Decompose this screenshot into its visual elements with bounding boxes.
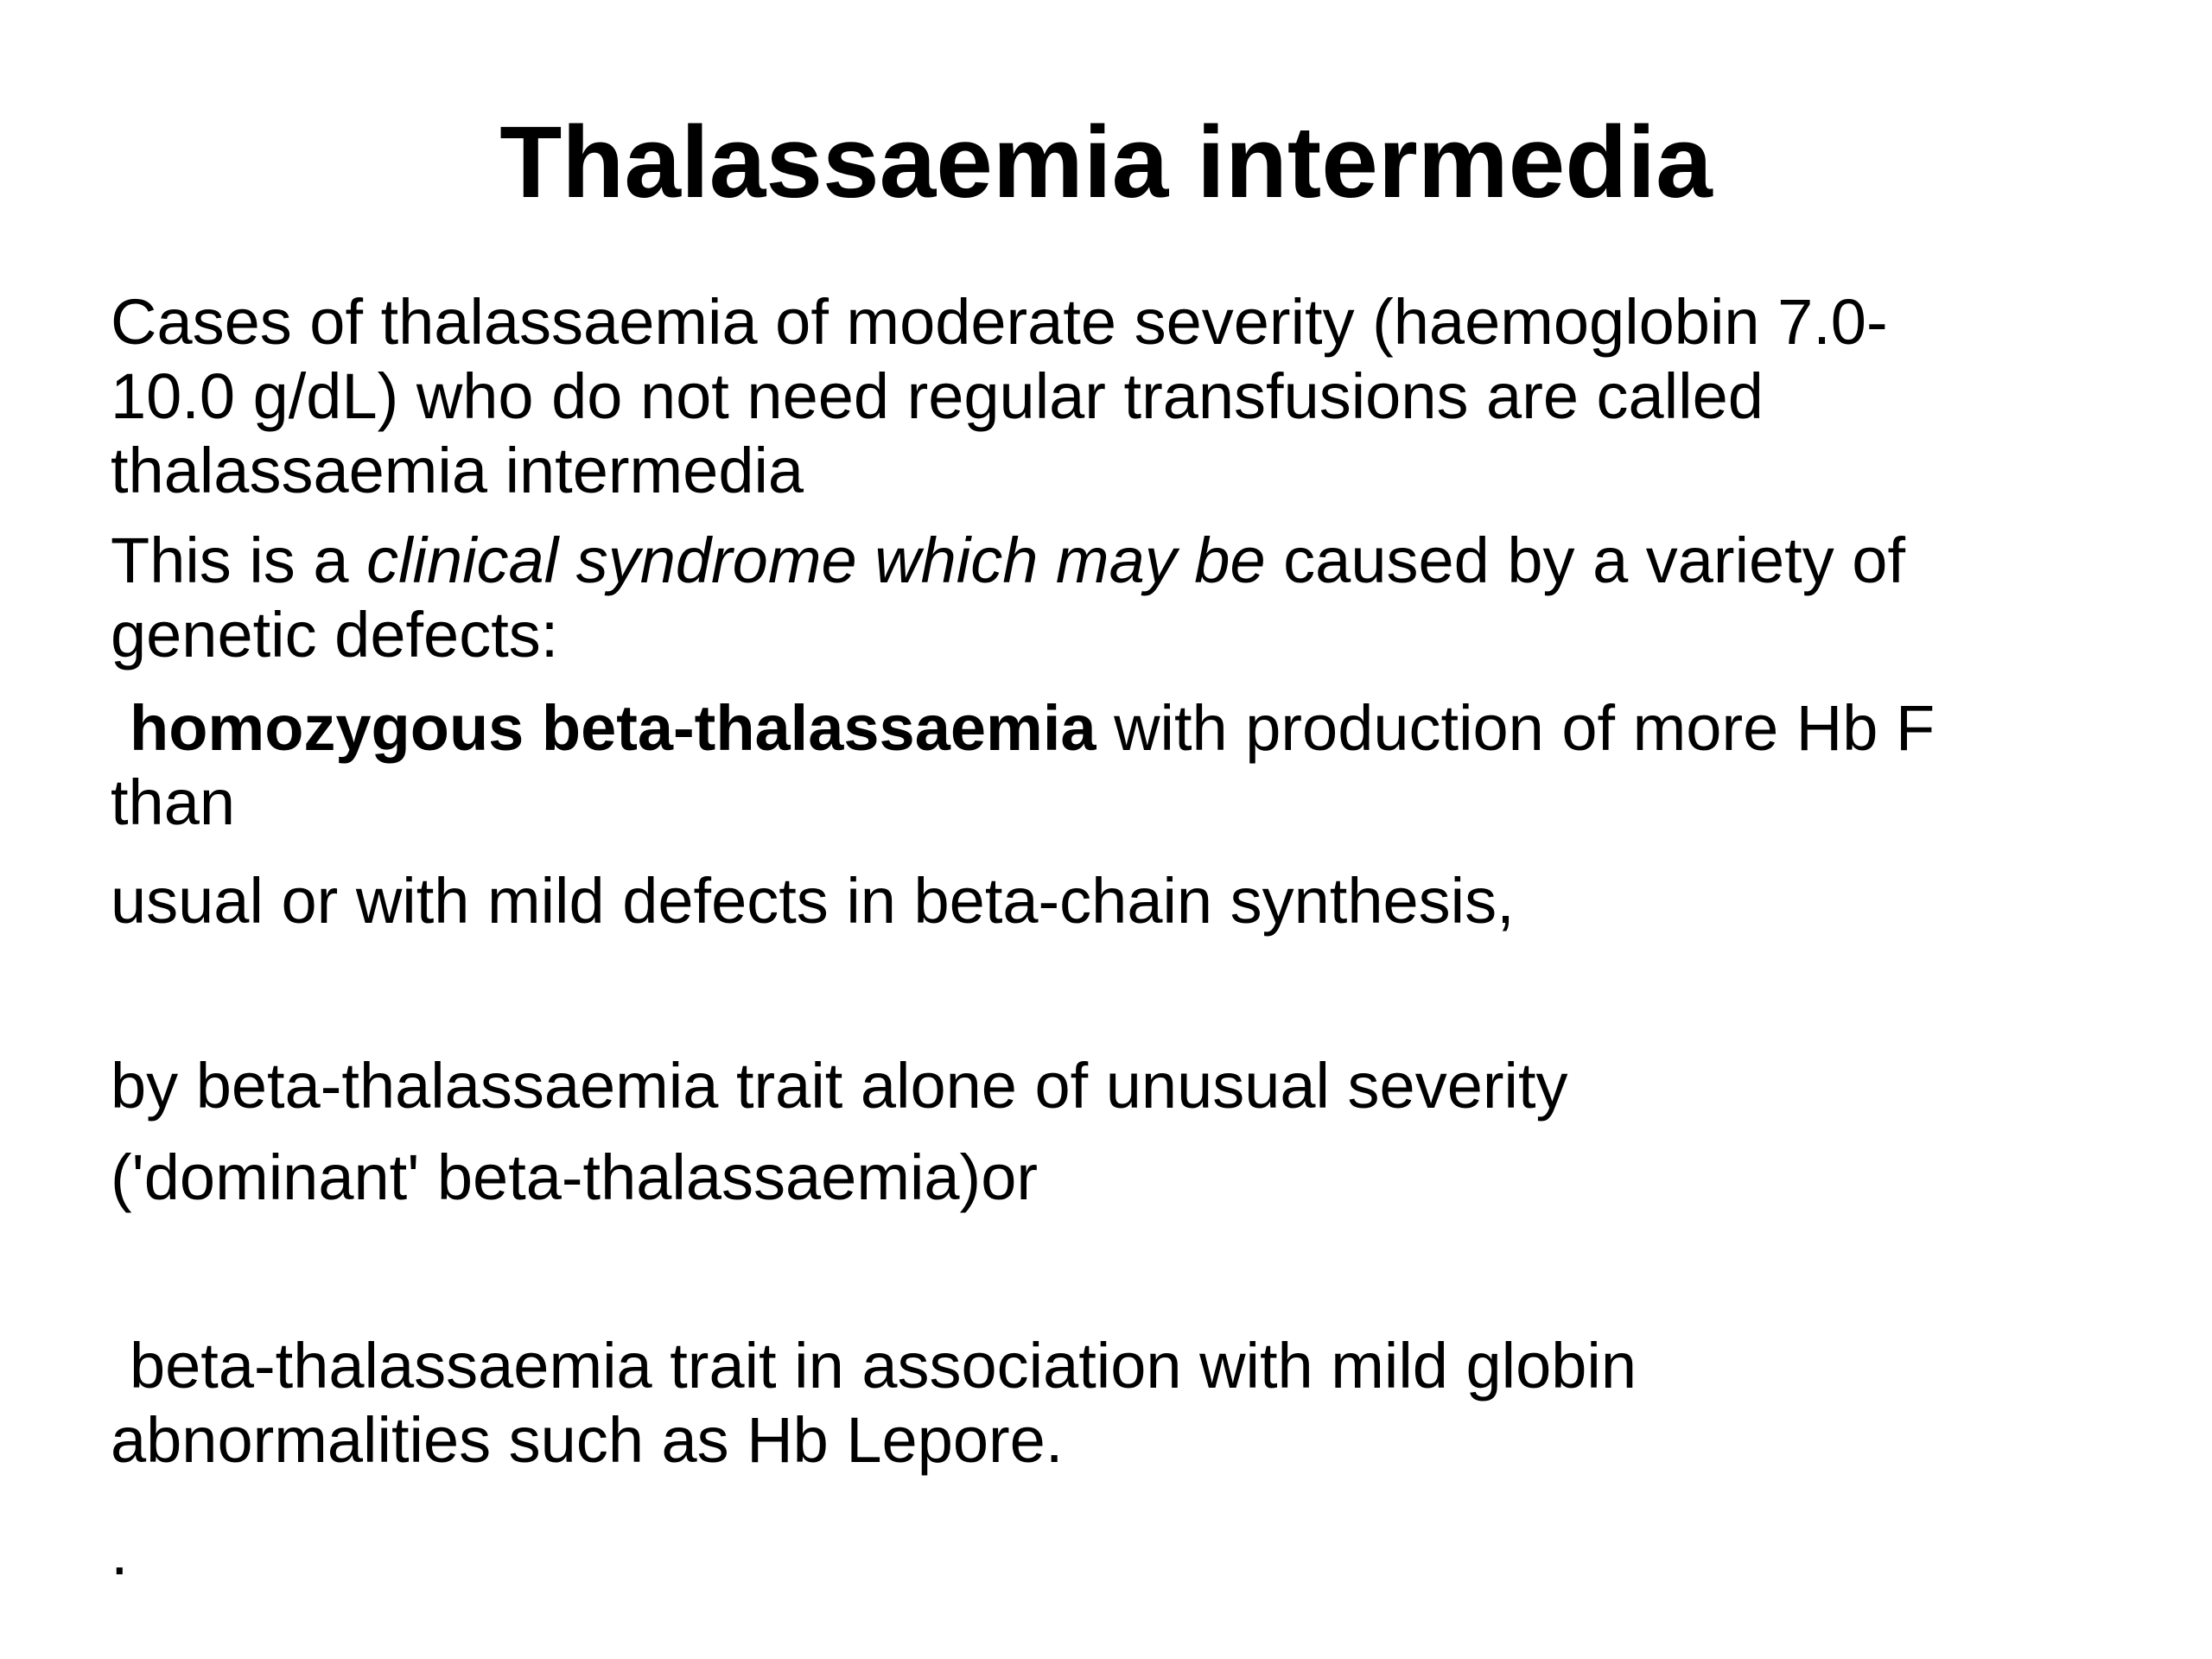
slide-title: Thalassaemia intermedia <box>499 105 1713 219</box>
paragraph-trait-association <box>111 1329 2124 1478</box>
trailing-period: . <box>111 1516 129 1588</box>
paragraph-homozygous-line-1 <box>111 691 2124 766</box>
paragraph-trait-alone: by beta-thalassaemia trait alone of unusual severity <box>111 1050 1568 1122</box>
paragraph-trait-association-line-1: beta-thalassaemia trait in association with mild globin <box>130 1330 1637 1402</box>
paragraph-homozygous-line-2: than <box>111 766 236 838</box>
clinical-syndrome-italic-text: clinical syndrome which may be <box>366 524 1266 596</box>
homozygous-post-text: with production of more Hb F <box>1096 692 1936 764</box>
paragraph-usual-or-mild: usual or with mild defects in beta-chain synthesis, <box>111 865 1515 937</box>
paragraph-trait-association-line-2: abnormalities such as Hb Lepore. <box>111 1404 1064 1476</box>
paragraph-definition-line-3: thalassaemia intermedia <box>111 435 804 506</box>
paragraph-definition-line-1: Cases of thalassaemia of moderate severity (haemoglobin 7.0- <box>111 286 1888 358</box>
paragraph-clinical-syndrome-line-1 <box>111 524 2124 598</box>
paragraph-dominant: ('dominant' beta-thalassaemia)or <box>111 1141 1038 1213</box>
paragraph-homozygous <box>111 691 2124 840</box>
homozygous-bold-text: homozygous beta-thalassaemia <box>130 692 1096 764</box>
paragraph-definition <box>111 285 2124 508</box>
clinical-syndrome-pre-text: This is a <box>111 524 367 596</box>
paragraph-clinical-syndrome-line-2: genetic defects: <box>111 599 559 671</box>
clinical-syndrome-post-text: caused by a variety of <box>1265 524 1906 596</box>
paragraph-definition-line-2: 10.0 g/dL) who do not need regular transfusions are called <box>111 360 1764 432</box>
paragraph-clinical-syndrome <box>111 524 2124 672</box>
